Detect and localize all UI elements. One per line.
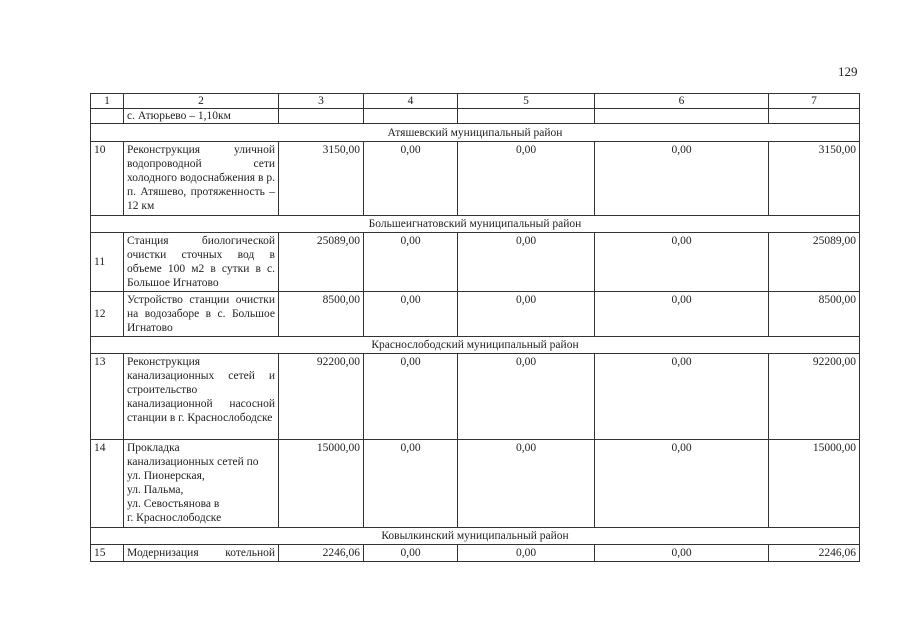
row-number: 15: [91, 545, 124, 562]
region-row: [91, 124, 860, 142]
value-col3: 25089,00: [279, 233, 364, 292]
value-col6: 0,00: [595, 142, 769, 216]
project-name: Устройство станции очистки на водозаборе в с. Большое Игнатово: [124, 292, 279, 337]
column-header: 1: [91, 94, 124, 109]
column-header: 2: [124, 94, 279, 109]
value-col4: 0,00: [364, 354, 458, 440]
value-col6: 0,00: [595, 292, 769, 337]
table-row: [91, 292, 860, 337]
region-title: Атяшевский муниципальный район: [91, 124, 860, 142]
value-col6: 0,00: [595, 440, 769, 528]
column-header: 6: [595, 94, 769, 109]
project-name: Станция биологической очистки сточных вод в объеме 100 м2 в сутки в с. Большое Игнатово: [124, 233, 279, 292]
project-name-line: ул. Севостьянова в: [127, 498, 220, 510]
value-col6: 0,00: [595, 233, 769, 292]
project-name-line: Прокладка: [127, 442, 180, 454]
value-col4: 0,00: [364, 142, 458, 216]
value-col6: 0,00: [595, 545, 769, 562]
value-col5: 0,00: [458, 545, 595, 562]
column-header: 7: [769, 94, 860, 109]
value-col3: 92200,00: [279, 354, 364, 440]
row-number: 10: [91, 142, 124, 216]
region-row: [91, 528, 860, 545]
value-col5: 0,00: [458, 354, 595, 440]
value-col5: 0,00: [458, 233, 595, 292]
region-title: Ковылкинский муниципальный район: [91, 528, 860, 545]
row-number: [91, 109, 124, 124]
project-name-line: канализационных сетей по: [127, 456, 259, 468]
value-col7: 25089,00: [769, 233, 860, 292]
continuation-row: [91, 109, 860, 124]
value-col5: 0,00: [458, 142, 595, 216]
row-number: 13: [91, 354, 124, 440]
value-col4: 0,00: [364, 233, 458, 292]
region-title: Большеигнатовский муниципальный район: [91, 216, 860, 233]
value-col4: 0,00: [364, 545, 458, 562]
row-number: 14: [91, 440, 124, 528]
table-row: [91, 142, 860, 216]
budget-table: [90, 93, 860, 562]
region-title: Краснослободский муниципальный район: [91, 337, 860, 354]
project-name: Модернизация котельной: [124, 545, 279, 562]
value-col7: 15000,00: [769, 440, 860, 528]
table-row: [91, 354, 860, 440]
value-col3: 15000,00: [279, 440, 364, 528]
project-name-line: ул. Пальма,: [127, 484, 184, 496]
value-col7: 3150,00: [769, 142, 860, 216]
region-row: [91, 216, 860, 233]
value-col4: 0,00: [364, 292, 458, 337]
region-row: [91, 337, 860, 354]
column-number-row: [91, 94, 860, 109]
table-row: [91, 233, 860, 292]
project-name-line: г. Краснослободске: [127, 512, 222, 524]
table-row: [91, 545, 860, 562]
table-row: [91, 440, 860, 528]
project-name-line: ул. Пионерская,: [127, 470, 205, 482]
value-col7: 8500,00: [769, 292, 860, 337]
column-header: 5: [458, 94, 595, 109]
value-col3: 2246,06: [279, 545, 364, 562]
value-col5: 0,00: [458, 292, 595, 337]
page-number: 129: [838, 64, 858, 79]
project-name: Реконструкция уличной водопроводной сети холодного водоснабжения в р. п. Атяшево, протяженность – 12 км: [124, 142, 279, 216]
row-number: 11: [91, 233, 124, 292]
project-name: с. Атюрьево – 1,10км: [124, 109, 279, 124]
value-col7: 92200,00: [769, 354, 860, 440]
column-header: 3: [279, 94, 364, 109]
value-col7: 2246,06: [769, 545, 860, 562]
value-col5: 0,00: [458, 440, 595, 528]
value-col3: 8500,00: [279, 292, 364, 337]
column-header: 4: [364, 94, 458, 109]
value-col4: 0,00: [364, 440, 458, 528]
value-col3: 3150,00: [279, 142, 364, 216]
project-name: [124, 440, 279, 528]
value-col6: 0,00: [595, 354, 769, 440]
row-number: 12: [91, 292, 124, 337]
project-name: Реконструкция канализационных сетей и строительство канализационной насосной станции в г. Краснослободске: [124, 354, 279, 440]
